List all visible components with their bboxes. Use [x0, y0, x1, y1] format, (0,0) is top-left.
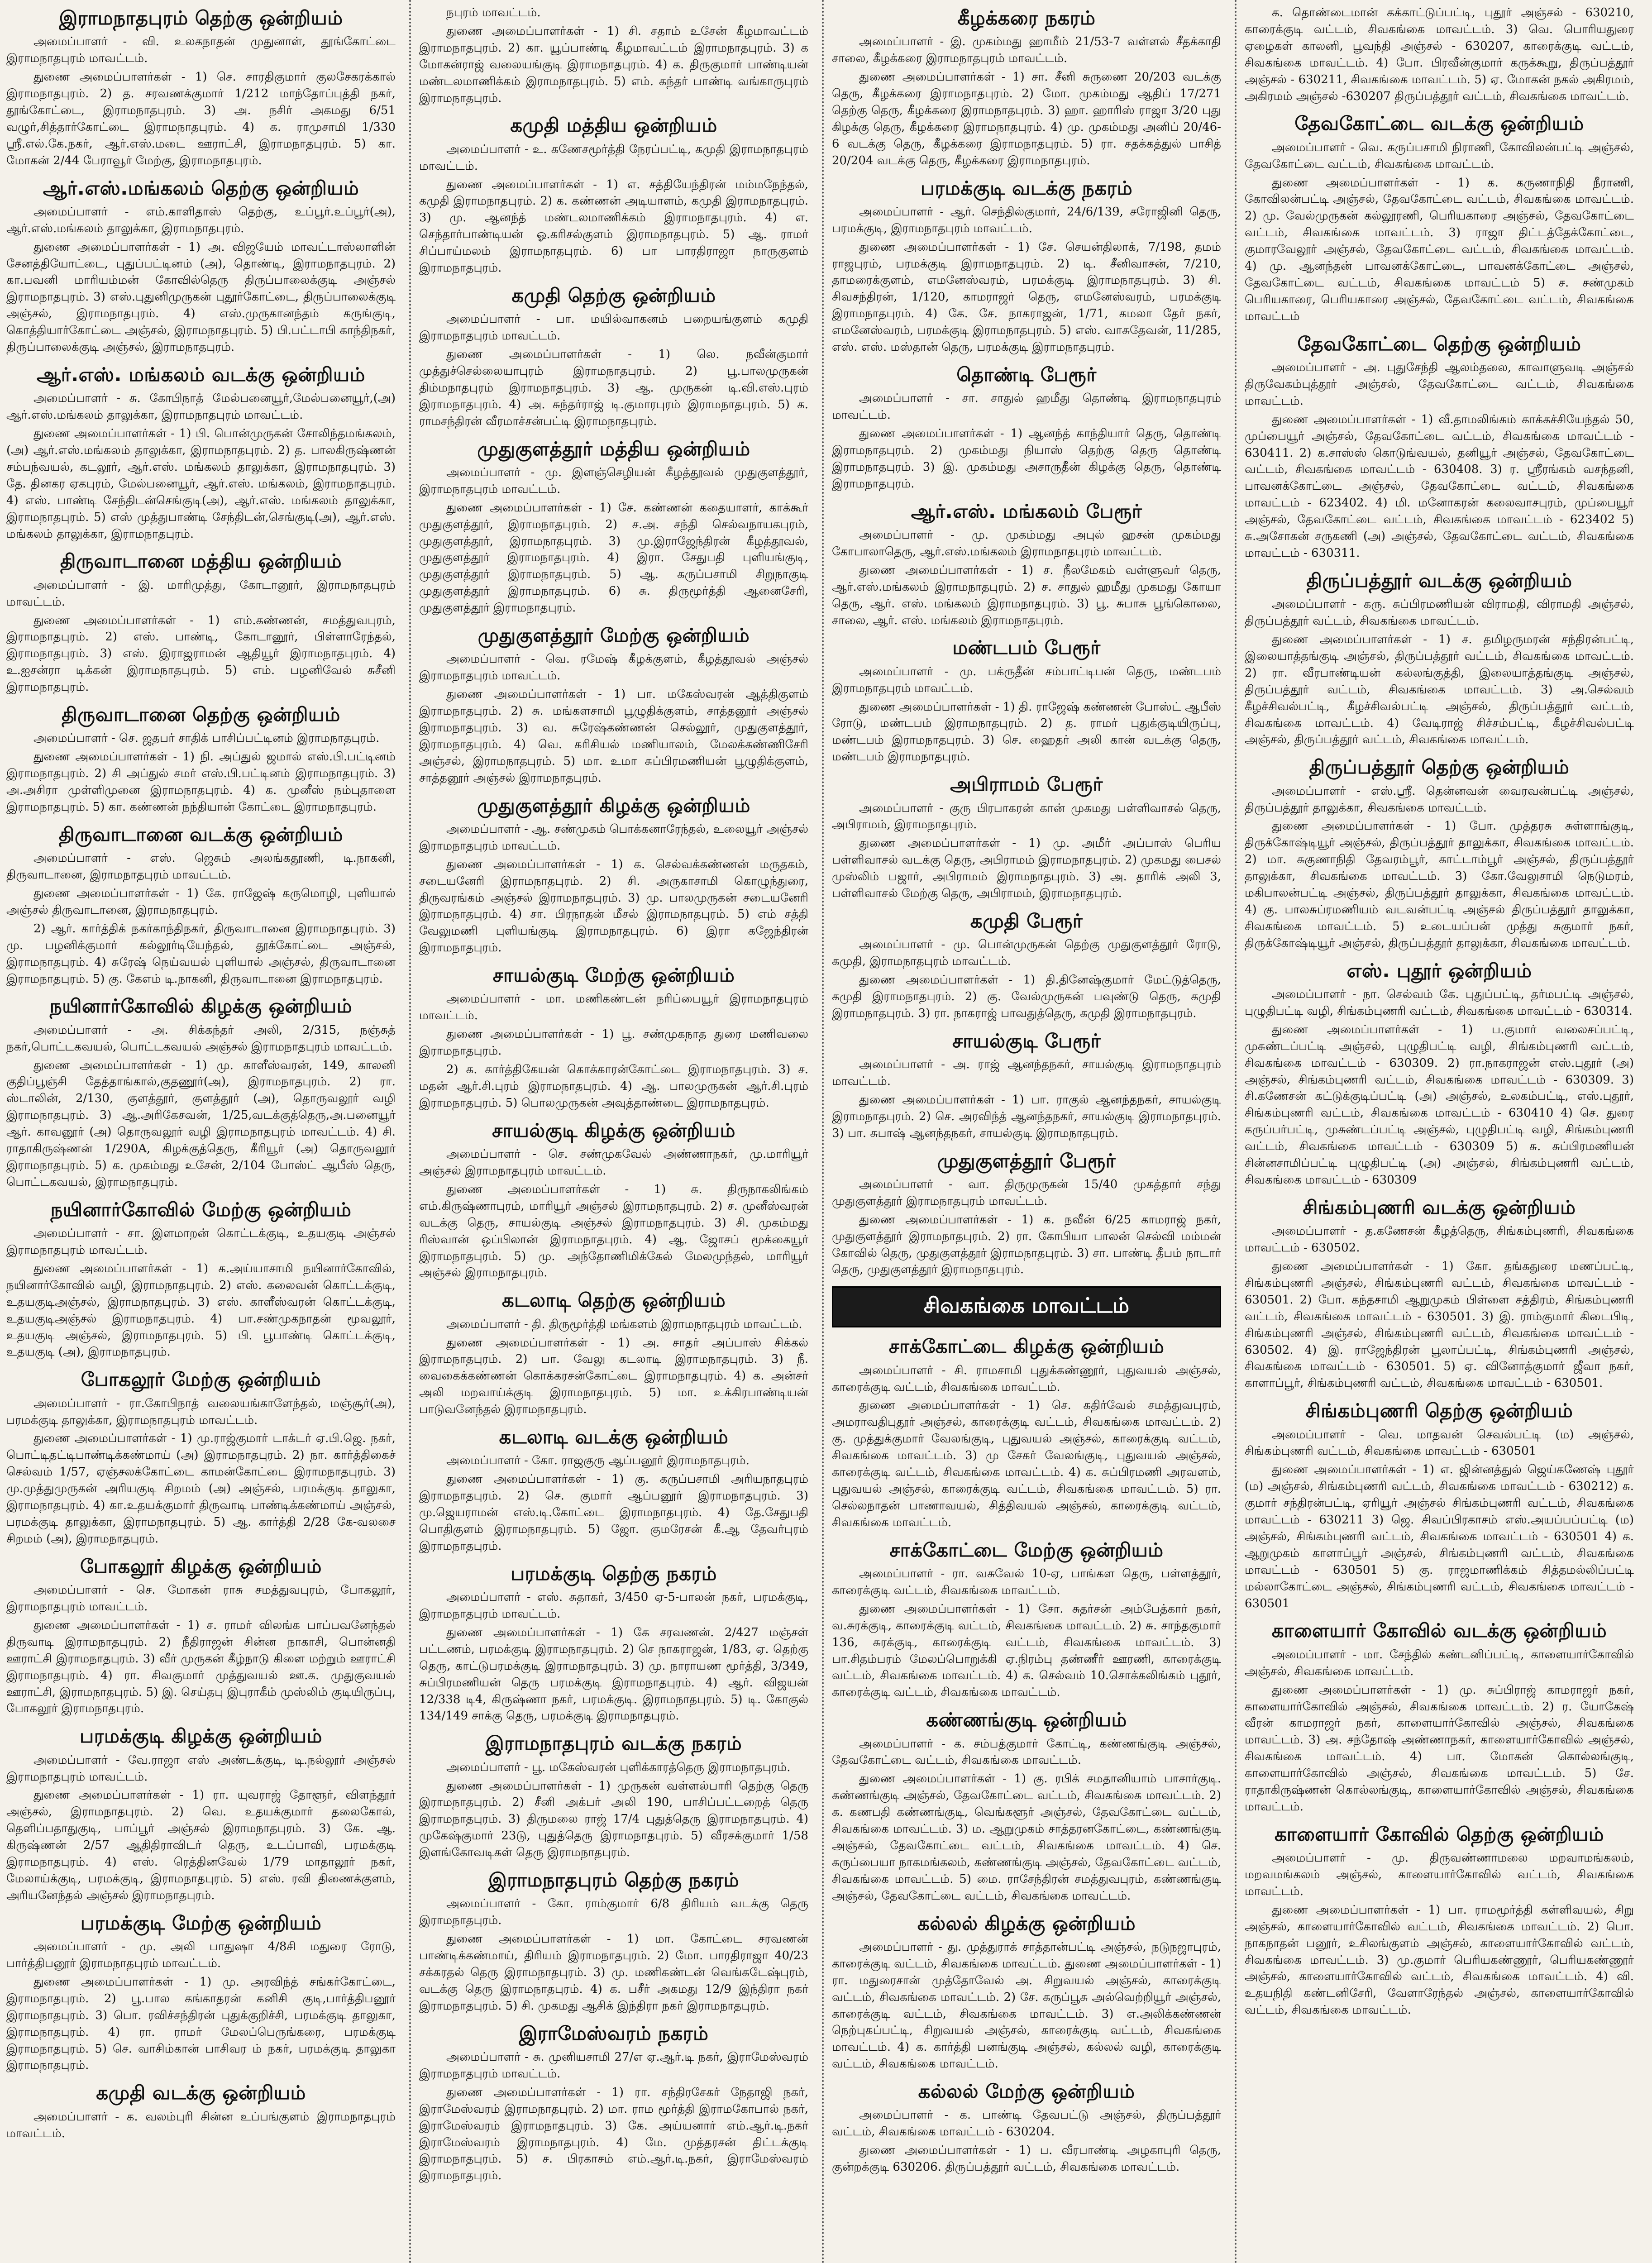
section-heading: காளையார் கோவில் வடக்கு ஒன்றியம்	[1271, 1619, 1607, 1642]
organiser-entry: அமைப்பாளர் - வெ. கருப்பசாமி நிராணி, கோவிலன்பட்டி அஞ்சல், தேவகோட்டை வட்டம், சிவகங்கை மாவட்டம்.	[1245, 140, 1634, 171]
section-heading: கமுதி பேரூர்	[970, 909, 1083, 932]
deputy-organisers-entry: துணை அமைப்பாளர்கள் - 1) நி. அப்துல் ஜமால் எஸ்.பி.பட்டினம் இராமநாதபுரம். 2) சி அப்துல் சமர் எஸ்.பி.பட்டினம் இராமநாதபுரம். 3) அ.அசிரா முள்ளிமுனை இராமநாதபுரம். 4) க. முனீஸ் நம்புதாளை இராமநாதபுரம். 5) கா. கண்ணன் நந்தியான் கோட்டை இராமநாதபுரம்.	[6, 750, 396, 814]
organiser-entry: அமைப்பாளர் - க. வலம்புரி சின்ன உப்பங்குளம் இராமநாதபுரம் மாவட்டம்.	[6, 2110, 396, 2140]
deputy-organisers-entry: துணை அமைப்பாளர்கள் - 1) கு. கருப்பசாமி அரியநாதபுரம் இராமநாதபுரம். 2) செ. குமார் ஆப்பனூர் இராமநாதபுரம். 3) மு.ஜெயராமன் எஸ்.டி.கோட்டை இராமநாதபுரம். 4) தே.சேதுபதி பொதிகுளம் இராமநாதபுரம். 5) ஜோ. குமரேசன் கீ.ஆ தேவர்புரம் இராமநாதபுரம்.	[419, 1472, 808, 1553]
organiser-entry: அமைப்பாளர் - சா. இளமாறன் கொட்டக்குடி, உதயகுடி அஞ்சல் இராமநாதபுரம் மாவட்டம்.	[6, 1227, 396, 1257]
district-banner: சிவகங்கை மாவட்டம்	[832, 1286, 1221, 1327]
organiser-entry: அமைப்பாளர் - உ. கணேசமூர்த்தி நேரப்பட்டி, கமுதி இராமநாதபுரம் மாவட்டம்.	[419, 142, 808, 173]
deputy-organisers-entry: துணை அமைப்பாளர்கள் - 1) பா. ராகுல் ஆனந்தநகர், சாயல்குடி இராமநாதபுரம். 2) செ. அரவிந்த் ஆனந்தநகர், சாயல்குடி இராமநாதபுரம். 3) பா. சுபாஷ் ஆனந்தநகர், சாயல்குடி இராமநாதபுரம்.	[832, 1093, 1221, 1140]
section-heading: பரமக்குடி தெற்கு நகரம்	[511, 1562, 717, 1585]
organiser-entry: அமைப்பாளர் - எஸ். ஜெசும் அலங்கதூணி, டி.நாகனி, திருவாடானை, இராமநாதபுரம் மாவட்டம்.	[6, 851, 396, 882]
union-section	[419, 1120, 808, 1282]
organiser-entry: அமைப்பாளர் - மு. திருவண்ணாமலை மறவாமங்கலம், மறவமங்கலம் அஞ்சல், காளையார்கோவில் வட்டம், சிவகங்கை மாவட்டம்.	[1245, 1851, 1634, 1898]
organiser-entry: அமைப்பாளர் - மு. பொன்முருகன் தெற்கு முதுகுளத்தூர் ரோடு, கமுதி, இராமநாதபுரம் மாவட்டம்.	[832, 938, 1221, 969]
section-heading: சிங்கம்புணரி வடக்கு ஒன்றியம்	[1303, 1196, 1576, 1218]
organiser-entry: அமைப்பாளர் - த.கணேசன் கீழத்தெரு, சிங்கம்புணரி, சிவகங்கை மாவட்டம் - 630502.	[1245, 1224, 1634, 1255]
organiser-entry: அமைப்பாளர் - ஆர். செந்தில்குமார், 24/6/139, சரோஜினி தெரு, பரமக்குடி, இராமநாதபுரம் மாவட்டம்.	[832, 205, 1221, 235]
union-section	[832, 1539, 1221, 1701]
organiser-entry: அமைப்பாளர் - வெ. மாதவன் செவல்பட்டி (ம) அஞ்சல், சிங்கம்புணரி வட்டம், சிவகங்கை மாவட்டம் - 630501	[1245, 1428, 1634, 1458]
deputy-organisers-entry: துணை அமைப்பாளர்கள் - 1) கோ. தங்கதுரை மணப்பட்டி, சிங்கம்புணரி அஞ்சல், சிங்கம்புணரி வட்டம், சிவகங்கை மாவட்டம் - 630501. 2) போ. கந்தசாமி ஆறுமுகம் பிள்ளை சத்திரம், சிங்கம்புணரி வட்டம், சிவகங்கை மாவட்டம் - 630501. 3) இ. ராம்குமார் கிடைபிடி, சிங்கம்புணரி அஞ்சல், சிங்கம்புணரி வட்டம், சிவகங்கை மாவட்டம் - 630502. 4) இ. ராஜேந்திரன் பூலாப்பட்டி, சிங்கம்புணரி அஞ்சல், சிவகங்கை மாவட்டம் - 630501. 5) ஏ. வினோத்குமார் ஜீவா நகர், காளாப்பூர், சிங்கம்புணரி வட்டம், சிவகங்கை மாவட்டம் - 630501.	[1245, 1259, 1634, 1390]
union-section	[6, 1556, 396, 1718]
deputy-organisers-entry: துணை அமைப்பாளர்கள் - 1) ச. தமிழருமரன் சந்திரன்பட்டி, இலையாத்தங்குடி அஞ்சல், திருப்பத்தூர் வட்டம், சிவகங்கை மாவட்டம். 2) ரா. வீரபாண்டியன் கல்லங்குத்தி, இலையாத்தங்குடி அஞ்சல், திருப்பத்தூர் வட்டம், சிவகங்கை மாவட்டம். 3) அ.செல்வம் கீழச்சிவல்பட்டி, கீழச்சிவல்பட்டி அஞ்சல், திருப்பத்தூர் வட்டம், சிவகங்கை மாவட்டம். 4) வேடிராஜ் சிச்சம்பட்டி, கீழச்சிவல்பட்டி அஞ்சல், திருப்பத்தூர் வட்டம், சிவகங்கை மாவட்டம்.	[1245, 632, 1634, 747]
union-section	[419, 1426, 808, 1555]
organiser-entry: அமைப்பாளர் - பா. மயில்வாகனம் பறையங்குளம் கமுதி இராமநாதபுரம் மாவட்டம்.	[419, 312, 808, 343]
deputy-organisers-entry: துணை அமைப்பாளர்கள் - 1) சி. சதாம் உசேன் கீழமாவட்டம் இராமநாதபுரம். 2) கா. யூப்பாண்டி கீழமாவட்டம் இராமநாதபுரம். 3) க மோகன்ராஜ் வலையங்குடி இராமநாதபுரம். 4) க. திருகுமார் பாண்டியன் மண்டலமாணிக்கம் இராமநாதபுரம். 5) எம். கந்தர் பாண்டி வங்காருபுரம் இராமநாதபுரம்.	[419, 24, 808, 105]
organiser-entry: அமைப்பாளர் - இ. முகம்மது ஹாமீம் 21/53-7 வள்ளல் சீதக்காதி சாலை, கீழக்கரை இராமநாதபுரம் மாவட்டம்.	[832, 35, 1221, 66]
column-divider	[1235, 0, 1237, 2263]
organiser-entry: அமைப்பாளர் - கரு. சுப்பிரமணியன் விராமதி, விராமதி அஞ்சல், திருப்பத்தூர் வட்டம், சிவகங்கை மாவட்டம்.	[1245, 597, 1634, 628]
deputy-organisers-entry: துணை அமைப்பாளர்கள் - 1) ச. நீலமேகம் வள்ளுவர் தெரு, ஆர்.எஸ்.மங்கலம் இராமநாதபுரம். 2) ச. சாதுல் ஹமீது முகமது கோயா தெரு, ஆர். எஸ். மங்கலம் இராமநாதபுரம். 3) பூ. சுபாசு பூங்கொலை, சாலை, ஆர். எஸ். மங்கலம் இராமநாதபுரம்.	[832, 563, 1221, 627]
organiser-entry: அமைப்பாளர் - வெ. ரமேஷ் கீழக்குளம், கீழத்தூவல் அஞ்சல் இராமநாதபுரம் மாவட்டம்.	[419, 652, 808, 683]
deputy-organisers-entry: துணை அமைப்பாளர்கள் - 1) முருகன் வள்ளல்பாரி தெற்கு தெரு இராமநாதபுரம். 2) சீனி அக்பர் அலி 190, பாசிப்பட்டறைத் தெரு இராமநாதபுரம். 3) திருமலை ராஜ் 17/4 புதுத்தெரு இராமநாதபுரம். 4) முகேஷ்குமார் 23டு, புதுத்தெரு இராமநாதபுரம். 5) வீரசக்குமார் 1/58 இளங்கோவடிகள் தெரு இராமநாதபுரம்.	[419, 1779, 808, 1860]
section-heading: திருவாடானை தெற்கு ஒன்றியம்	[62, 703, 340, 726]
section-heading: கீழக்கரை நகரம்	[957, 7, 1096, 29]
organiser-entry: அமைப்பாளர் - வி. உலகநாதன் முதுனாள், தூங்கோட்டை இராமநாதபுரம் மாவட்டம்.	[6, 35, 396, 66]
deputy-organisers-entry: துணை அமைப்பாளர்கள் - 1) சோ. சுதர்சன் அம்பேத்கார் நகர், வ.சுரக்குடி, காரைக்குடி வட்டம், சிவகங்கை மாவட்டம். 2) சு. சாந்தகுமார் 136, சுரக்குடி, காரைக்குடி வட்டம், சிவகங்கை மாவட்டம். 3) பா.சிதம்பரம் மேலப்பொறுக்கி ஏ.நிரம்பு தண்ணீர் ஊரணி, காரைக்குடி வட்டம், சிவகங்கை மாவட்டம். 4) க. செல்வம் 10.சொக்கலிங்கம் புதூர், காரைக்குடி வட்டம், சிவகங்கை மாவட்டம்.	[832, 1602, 1221, 1700]
organiser-entry: அமைப்பாளர் - எஸ்.ஸ்ரீ. தென்னவன் வைரவன்பட்டி அஞ்சல், திருப்பத்தூர் தாலுக்கா, சிவகங்கை மாவட்டம்.	[1245, 784, 1634, 815]
union-section	[832, 2081, 1221, 2176]
organiser-entry: அமைப்பாளர் - மு. முகம்மது அபுல் ஹசன் முகம்மது கோபாலாதெரு, ஆர்.எஸ்.மங்கலம் இராமநாதபுரம் மாவட்டம்.	[832, 528, 1221, 559]
union-section	[6, 1199, 396, 1361]
deputy-organisers-entry: துணை அமைப்பாளர்கள் - 1) க. கருணாநிதி நீராணி, கோவிலன்பட்டி அஞ்சல், தேவகோட்டை வட்டம், சிவகங்கை மாவட்டம். 2) மு. வேல்முருகன் கல்லூரணி, பெரியகாரை அஞ்சல், தேவகோட்டை வட்டம், சிவகங்கை மாவட்டம். 3) ராஜா திட்டத்தேக்கோட்டை, குமாரவேலூர் அஞ்சல், தேவகோட்டை வட்டம், சிவகங்கை மாவட்டம். 4) மு. ஆனந்தன் பாவனக்கோட்டை, பாவனக்கோட்டை அஞ்சல், தேவகோட்டை வட்டம், சிவகங்கை மாவட்டம் 5) ச. சண்முகம் பெரியகாரை, பெரியகாரை அஞ்சல், தேவகோட்டை வட்டம், சிவகங்கை மாவட்டம்	[1245, 176, 1634, 323]
union-section	[832, 364, 1221, 492]
deputy-organisers-entry: துணை அமைப்பாளர்கள் - 1) பி. பொன்முருகன் சோலிந்தமங்கலம், (அ) ஆர்.எஸ்.மங்கலம் தாலுக்கா, இராமநாதபுரம். 2) த. பாலகிருஷ்ணன் சம்பந்வயல், கடலூர், ஆர்.எஸ். மங்கலம் தாலுக்கா, இராமநாதபுரம். 3) தே. தினகர ஏகபுரம், மேல்பனையூர், ஆர்.எஸ். மங்கலம், இராமநாதபுரம். 4) எஸ். பாண்டி சேந்திடன்செங்குடி(அ), ஆர்.எஸ். மங்கலம் தாலுக்கா, இராமநாதபுரம். 5) எஸ் முத்துபாண்டி சேந்திடன்,செங்குடி(அ), ஆர்.எஸ். மங்கலம் தாலுக்கா, இராமநாதபுரம்.	[6, 427, 396, 541]
deputy-organisers-entry: துணை அமைப்பாளர்கள் - 1) க.அய்யாசாமி நயினார்கோவில், நயினார்கோவில் வழி, இராமநாதபுரம். 2) எஸ். கலைவன் கொட்டக்குடி, உதயகுடிஅஞ்சல், இராமநாதபுரம். 3) எஸ். காளீஸ்வரன் கொட்டக்குடி, உதயகுடிஅஞ்சல் இராமநாதபுரம். 4) பா.சண்முகநாதன் மூவலூர், உதயகுடி அஞ்சல், இராமநாதபுரம். 5) பி. பூபாண்டி கொட்டக்குடி, உதயகுடி (அ), இராமநாதபுரம்.	[6, 1261, 396, 1359]
deputy-organisers-entry: துணை அமைப்பாளர்கள் - 1) சு. திருநாகலிங்கம் எம்.கிருஷ்ணாபுரம், மாரியூர் அஞ்சல் இராமநாதபுரம். 2) ச. முனீஸ்வரன் வடக்கு தெரு, சாயல்குடி அஞ்சல் இராமநாதபுரம். 3) சி. முகம்மது ரிஸ்வான் ஒப்பிலான் இராமநாதபுரம். 4) ஆ. ஜோசப் மூக்கையூர் இராமநாதபுரம். 5) மு. அந்தோணிமிக்கேல் மேலமுந்தல், மாரியூர் அஞ்சல் இராமநாதபுரம்.	[419, 1182, 808, 1280]
organiser-entry: அமைப்பாளர் - வா. திருமுருகன் 15/40 முகத்தார் சந்து முதுகுளத்தூர் இராமநாதபுரம் மாவட்டம்.	[832, 1177, 1221, 1208]
organiser-entry: அமைப்பாளர் - பூ. மகேஸ்வரன் புளிக்காரத்தெரு இராமநாதபுரம்.	[446, 1760, 791, 1774]
section-heading: முதுகுளத்தூர் பேரூர்	[937, 1149, 1116, 1172]
organiser-entry: அமைப்பாளர் - மா. சேந்தில் கண்டனிப்பட்டி, காளையார்கோவில் அஞ்சல், சிவகங்கை மாவட்டம்.	[1245, 1647, 1634, 1678]
union-section	[832, 177, 1221, 356]
section-heading: காளையார் கோவில் தெற்கு ஒன்றியம்	[1274, 1823, 1604, 1845]
union-section	[6, 704, 396, 816]
deputy-organisers-entry: துணை அமைப்பாளர்கள் - 1) கு. ரபிக் சமதானியாம் பாசார்குடி. கண்ணங்குடி அஞ்சல், தேவகோட்டை வட்டம், சிவகங்கை மாவட்டம். 2) க. கணபதி கண்ணங்குடி, வெங்களூர் அஞ்சல், தேவகோட்டை வட்டம், சிவகங்கை மாவட்டம். 3) ம. ஆறுமுகம் சாத்தரனகோட்டை, கண்ணங்குடி அஞ்சல், தேவகோட்டை வட்டம், சிவகங்கை மாவட்டம். 4) செ. கருப்பையா நாகமங்கலம், கண்ணங்குடி அஞ்சல், தேவகோட்டை வட்டம், சிவகங்கை மாவட்டம். 5) மை. ராசேந்திரன் சமத்துவபுரம், கண்ணங்குடி அஞ்சல், தேவகோட்டை வட்டம், சிவகங்கை மாவட்டம்.	[832, 1772, 1221, 1903]
deputy-organisers-entry: துணை அமைப்பாளர்கள் - 1) பா. மகேஸ்வரன் ஆத்திகுளம் இராமநாதபுரம். 2) சு. மங்களசாமி பூழுதிக்குளம், சாத்தனூர் அஞ்சல் இராமநாதபுரம். 3) வ. சுரேஷ்கண்ணன் செல்லூர், முதுகுளத்தூர், இராமநாதபுரம். 4) வெ. கரிசியல் மணியாலம், மேலக்கண்ணிசேரி அஞ்சல், இராமநாதபுரம். 5) மா. உமா சுப்பிரமணியன் பூழுதிக்குளம், சாத்தனூர் அஞ்சல் இராமநாதபுரம்.	[419, 687, 808, 785]
organiser-entry: அமைப்பாளர் - எம்.காளிதாஸ் தெற்கு, உப்பூர்.உப்பூர்(அ), ஆர்.எஸ்.மங்கலம் தாலுக்கா, இராமநாதபுரம்.	[6, 205, 396, 235]
organiser-entry: அமைப்பாளர் - மு. பக்ருதீன் சம்பாட்டிபன் தெரு, மண்டபம் இராமநாதபுரம் மாவட்டம்.	[832, 664, 1221, 695]
organiser-entry: அமைப்பாளர் - சா. சாதுல் ஹமீது தொண்டி இராமநாதபுரம் மாவட்டம்.	[832, 391, 1221, 422]
section-heading: மண்டபம் பேரூர்	[952, 636, 1101, 659]
union-section	[6, 7, 396, 169]
organiser-entry: அமைப்பாளர் - ரா.கோபிநாத் வலையங்காளேந்தல், மஞ்சூர்(அ), பரமக்குடி தாலுக்கா, இராமநாதபுரம் மாவட்டம்.	[6, 1396, 396, 1427]
organiser-entry: அமைப்பாளர் - சி. ராமசாமி புதுக்கண்ணூர், புதுவயல் அஞ்சல், காரைக்குடி வட்டம், சிவகங்கை மாவட்டம்.	[832, 1363, 1221, 1394]
section-heading: தொண்டி பேரூர்	[956, 363, 1097, 386]
section-heading: பரமக்குடி கிழக்கு ஒன்றியம்	[80, 1725, 322, 1747]
organiser-entry: அமைப்பாளர் - அ. ராஜ் ஆனந்தநகர், சாயல்குடி இராமநாதபுரம் மாவட்டம்.	[832, 1058, 1221, 1088]
section-heading: தேவகோட்டை வடக்கு ஒன்றியம்	[1294, 112, 1584, 135]
section-heading: இராமேஸ்வரம் நகரம்	[519, 2022, 709, 2044]
deputy-organisers-entry: துணை அமைப்பாளர்கள் - 1) தி.தினேஷ்குமார் மேட்டுத்தெரு, கமுதி இராமநாதபுரம். 2) கு. வேல்முருகன் பவுண்டு தெரு, கமுதி இராமநாதபுரம். 3) ரா. நாகராஜ் பாவதுத்தெரு, கமுதி இராமநாதபுரம்.	[832, 973, 1221, 1020]
deputy-organisers-entry: துணை அமைப்பாளர்கள் - 1) எ. ஜின்னத்துல் ஜெய்கணேஷ் புதூர் (ம) அஞ்சல், சிங்கம்புணரி வட்டம், சிவகங்கை மாவட்டம் - 630212) சு. குமார் சந்திரன்பட்டி, ஏரியூர் அஞ்சல் சிங்கம்புணரி வட்டம், சிவகங்கை மாவட்டம் - 630211 3) ஜெ. சிவப்பிரகாசம் எஸ்.அயப்பப்பட்டி (ம) அஞ்சல், சிங்கம்புணரி வட்டம், சிவகங்கை மாவட்டம் - 630501 4) க. ஆறுமுகம் காளாப்பூர் அஞ்சல், சிங்கம்புணரி வட்டம், சிவகங்கை மாவட்டம் - 630501 5) கு. ராஜமாணிக்கம் சித்தமல்லிப்பட்டி மல்லாகோட்டை அஞ்சல், சிங்கம்புணரி வட்டம், சிவகங்கை மாவட்டம் - 630501	[1245, 1463, 1634, 1610]
union-section	[6, 1912, 396, 2074]
organiser-entry: க. தொண்டைமான் கக்காட்டுப்பட்டி, புதூர் அஞ்சல் - 630210, காரைக்குடி வட்டம், சிவகங்கை மாவட்டம். 3) வெ. பொரியதுரை ஏழைகள் காலனி, பூவந்தி அஞ்சல் - 630207, காரைக்குடி வட்டம், சிவகங்கை மாவட்டம். 4) போ. பிரவீன்குமார் கருக்கூறு, திருப்பத்தூர் அஞ்சல் - 630211, சிவகங்கை மாவட்டம். 5) ஏ. மோகன் நகல் அகிரமம், அகிரமம் அஞ்சல் -630207 திருப்பத்தூர் வட்டம், சிவகங்கை மாவட்டம்.	[1245, 6, 1634, 103]
section-heading: போகலூர் மேற்கு ஒன்றியம்	[81, 1368, 321, 1391]
deputy-organisers-entry: துணை அமைப்பாளர்கள் - 1) ப.குமார் வலைசப்பட்டி, முசுண்டப்பட்டி அஞ்சல், புழுதிபட்டி வழி, சிங்கம்புணரி வட்டம், சிவகங்கை மாவட்டம் - 630309. 2) ரா.நாகராஜன் எஸ்.புதூர் (அ) அஞ்சல், சிங்கம்புணரி வட்டம், சிவகங்கை மாவட்டம் - 630309. 3) சி.கணேசன் கட்டுக்குடிப்பட்டி (அ) அஞ்சல், உலகம்பட்டி, எஸ்.புதூர், சிங்கம்புணரி வட்டம், சிவகங்கை மாவட்டம் - 630410 4) செ. துரை கருப்பர்பட்டி, முசுண்டப்பட்டி அஞ்சல், புழுதிபட்டி வழி, சிங்கம்புணரி வட்டம், சிவகங்கை மாவட்டம் - 630309 5) சு. சுப்பிரமணியன் சின்னசாமிப்பட்டி புழுதிபட்டி (அ) அஞ்சல், சிங்கம்புணரி வட்டம், சிவகங்கை மாவட்டம் - 630309	[1245, 1022, 1634, 1187]
union-section	[419, 2023, 808, 2185]
union-section	[832, 1709, 1221, 1904]
union-section	[419, 285, 808, 430]
union-section	[1245, 113, 1634, 325]
deputy-organisers-entry: துணை அமைப்பாளர்கள் - 1) அ. விஜயேம் மாவட்டாஸ்லாளின் சேனத்தியோட்டை, புதுப்பட்டினம் (அ), தொண்டி, இராமநாதபுரம். 2) கா.பவனி மாரியம்மன் கோவில்தெரு திருப்பாலைக்குடி அஞ்சல் இராமநாதபுரம். 3) எஸ்.புதுனிமுருகன் புதூர்கோட்டை, திருப்பாலைக்குடி அஞ்சல், இராமநாதபுரம். 4) எஸ்.முருகானந்தம் கருங்குடி, கொத்தியார்கோட்டை அஞ்சல், இராமநாதபுரம். 5) பி.பட்டாபி காந்திநகர், திருப்பாலைக்குடி அஞ்சல், இராமநாதபுரம்.	[6, 240, 396, 354]
union-section	[6, 1369, 396, 1547]
organiser-entry: அமைப்பாளர் - மா. மணிகண்டன் நரிப்பையூர் இராமநாதபுரம் மாவட்டம்.	[419, 992, 808, 1023]
section-heading: முதுகுளத்தூர் மத்திய ஒன்றியம்	[477, 437, 750, 460]
union-section	[832, 7, 1221, 169]
deputy-organisers-entry: துணை அமைப்பாளர்கள் - 1) மு. சுப்பிராஜ் காமராஜர் நகர், காளையார்கோவில் அஞ்சல், சிவகங்கை மாவட்டம். 2) ர. யோகேஷ் வீரன் காமராஜர் நகர், காளையார்கோவில் அஞ்சல், சிவகங்கை மாவட்டம். 3) அ. சந்தோஷ் அண்ணாநகர், காளையார்கோவில் அஞ்சல், சிவகங்கை மாவட்டம். 4) பா. மோகன் கொல்லங்குடி, காளையார்கோவில் அஞ்சல், சிவகங்கை மாவட்டம். 5) சே. ராதாகிருஷ்ணன் கொல்லங்குடி, காளையார்கோவில் அஞ்சல், சிவகங்கை மாவட்டம்.	[1245, 1683, 1634, 1814]
section-heading: அபிராமம் பேரூர்	[950, 773, 1103, 796]
deputy-organisers-entry: துணை அமைப்பாளர்கள் - 1) மு.ராஜ்குமார் டாக்டர் ஏ.பி.ஜெ. நகர், பொட்டிதட்டிபாண்டிக்கண்மாய் (அ) இராமநாதபுரம். 2) நா. கார்த்திகைச் செல்வம் 1/57, ஏஞ்சலக்கோட்டை காமன்கோட்டை இராமநாதபுரம். 3) மு.முத்துமுருகன் அரியகுடி சிறமம் (அ) அஞ்சல், பரமக்குடி தாலுகா, இராமநாதபுரம். 4) கா.உதயக்குமார் திருவாடி பாண்டிக்கண்மாய் அஞ்சல், பரமக்குடி தாலுக்கா, இராமநாதபுரம். 5) ஆ. கார்த்தி 2/28 கே-வலசை சிறமம் (அ), இராமநாதபுரம்.	[6, 1432, 396, 1546]
section-heading: கல்லல் கிழக்கு ஒன்றியம்	[917, 1912, 1136, 1934]
column-divider	[409, 0, 411, 2263]
deputy-organisers-entry: துணை அமைப்பாளர்கள் - 1) போ. முத்தரசு சுள்ளாங்குடி, திருக்கோஷ்டியூர் அஞ்சல், திருப்பத்தூர் தாலுக்கா, சிவகங்கை மாவட்டம். 2) மா. சுகுணாநிதி தேவரம்பூர், காட்டாம்பூர் அஞ்சல், திருப்பத்தூர் தாலுக்கா, சிவகங்கை மாவட்டம். 3) கோ.வேலுசாமி நெடுமரம், மகிபாலன்பட்டி அஞ்சல், திருப்பத்தூர் தாலுக்கா, சிவகங்கை மாவட்டம். 4) கு. பாலசுப்ரமணியம் வடவன்பட்டி அஞ்சல் திருப்பத்தூர் தாலுக்கா, சிவகங்கை மாவட்டம். 5) உடையப்பன் முத்து சுகுமார் நகர், திருக்கோஷ்டியூர் அஞ்சல், திருப்பத்தூர் தாலுக்கா, சிவகங்கை மாவட்டம்.	[1245, 819, 1634, 950]
deputy-organisers-entry: துணை அமைப்பாளர்கள் - 1) ரா. யுவராஜ் தோளூர், விளந்தூர் அஞ்சல், இராமநாதபுரம். 2) வெ. உதயக்குமார் தலைகோல், தெளிப்பதாதுகுடி, பாப்பூர் அஞ்சல் இராமநாதபுரம். 3) கே. ஆ. கிருஷ்ணன் 2/57 ஆதிதிராவிடர் தெரு, உடப்பாவி, பரமக்குடி இராமநாதபுரம். 4) எஸ். ரெத்தினவேல் 1/79 மாதாலூர் நகர், மேலாய்க்குடி, பரமக்குடி, இராமநாதபுரம். 5) எஸ். ரவி திணைக்குளம், அரியனேந்தல் அஞ்சல் இராமநாதபுரம்.	[6, 1788, 396, 1902]
organiser-entry: அமைப்பாளர் - ரா. வசுவேல் 10-ஏ, பாங்கள தெரு, பள்ளத்தூர், காரைக்குடி வட்டம், சிவகங்கை மாவட்டம்.	[832, 1566, 1221, 1597]
column-divider	[822, 0, 824, 2263]
organiser-entry: அமைப்பாளர் - மு. இளஞ்செழியன் கீழத்தூவல் முதுகுளத்தூர், இராமநாதபுரம் மாவட்டம்.	[419, 465, 808, 496]
section-heading: நயினார்கோவில் கிழக்கு ஒன்றியம்	[49, 995, 353, 1017]
section-heading: கமுதி தெற்கு ஒன்றியம்	[511, 284, 716, 306]
section-heading: சாயல்குடி பேரூர்	[952, 1029, 1101, 1052]
organiser-entry: அமைப்பாளர் - அ. சிக்கந்தர் அலி, 2/315, நஞ்சுத் நகர்,பொட்டகவயல், பொட்டகவயல் அஞ்சல் இராமநாதபுரம் மாவட்டம்.	[6, 1023, 396, 1054]
union-section	[419, 115, 808, 277]
deputy-organisers-entry: துணை அமைப்பாளர்கள் - 1) அ. சாதர் அப்பாஸ் சிக்கல் இராமநாதபுரம். 2) பா. வேலு கடலாடி இராமநாதபுரம். 3) நீ. வைகைக்கண்ணன் கொக்கரசன்கோட்டை இராமநாதபுரம். 4) க. அன்சர் அலி மறவாய்க்குடி இராமநாதபுரம். 5) மா. உக்கிரபாண்டியன் பாடுவனேந்தல் இராமநாதபுரம்.	[419, 1336, 808, 1417]
union-section	[832, 1913, 1221, 2073]
deputy-organisers-entry: துணை அமைப்பாளர்கள் - 1) க. நவீன் 6/25 காமராஜ் நகர், முதுகுளத்தூர் இராமநாதபுரம். 2) ரா. கோபியா பாலன் செல்வி மம்மன் கோவில் தெரு, முதுகுளத்தூர் இராமநாதபுரம். 3) சா. பாண்டி தீபம் நாடார் தெரு, முதுகுளத்தூர் இராமநாதபுரம்.	[832, 1213, 1221, 1277]
section-heading: சாக்கோட்டை கிழக்கு ஒன்றியம்	[888, 1335, 1165, 1358]
deputy-organisers-entry: துணை அமைப்பாளர்கள் - 1) எம்.கண்ணன், சமத்துவபுரம், இராமநாதபுரம். 2) எஸ். பாண்டி, கோடானூர், பிள்ளாரேந்தல், இராமநாதபுரம். 3) எஸ். இராஜராமன் ஆதியூர் இராமநாதபுரம். 4) உ.ஐசன்ரா டிக்கன் இராமநாதபுரம். 5) எம். பழனிவேல் சுசீனி இராமநாதபுரம்.	[6, 613, 396, 694]
union-section	[832, 1336, 1221, 1531]
union-section	[1245, 333, 1634, 562]
organiser-entry: அமைப்பாளர் - கோ. ராம்குமார் 6/8 திரியம் வடக்கு தெரு இராமநாதபுரம்.	[419, 1897, 808, 1928]
section-heading: இராமநாதபுரம் தெற்கு ஒன்றியம்	[59, 7, 343, 29]
organiser-entry: அமைப்பாளர் - க. பாண்டி தேவபட்டு அஞ்சல், திருப்பத்தூர் வட்டம், சிவகங்கை மாவட்டம் - 630204.	[832, 2108, 1221, 2139]
deputy-organisers-entry: துணை அமைப்பாளர்கள் - 1) எ. சத்தியேந்திரன் மம்மநேந்தல், கமுதி இராமநாதபுரம். 2) க. கண்ணன் அடியாளம், கமுதி இராமநாதபுரம். 3) மு. ஆனந்த் மண்டலமாணிக்கம் இராமநாதபுரம். 4) எ. செந்தார்பாண்டியன் ஓ.கரிசல்குளம் இராமநாதபுரம். 5) ஆ. ராமர் சிப்பாய்மலம் இராமநாதபுரம். 6) பா பாரதிராஜா நாருகுளம் இராமநாதபுரம்.	[419, 177, 808, 275]
section-heading: திருவாடானை வடக்கு ஒன்றியம்	[59, 823, 343, 845]
section-heading: போகலூர் கிழக்கு ஒன்றியம்	[80, 1555, 322, 1577]
union-section	[6, 995, 396, 1190]
column-1	[0, 0, 402, 2263]
organiser-entry: அமைப்பாளர் - சு. கோபிநாத் மேல்பனையூர்,மேல்பனையூர்,(அ) ஆர்.எஸ்.மங்கலம் தாலுக்கா, இராமநாதபுரம் மாவட்டம்.	[6, 391, 396, 422]
section-heading: திருப்பத்தூர் வடக்கு ஒன்றியம்	[1306, 569, 1572, 592]
section-heading: கடலாடி வடக்கு ஒன்றியம்	[499, 1426, 729, 1448]
organiser-entry: அமைப்பாளர் - க. சம்பத்குமார் கோட்டி, கண்ணங்குடி அஞ்சல், தேவகோட்டை வட்டம், சிவகங்கை மாவட்டம்.	[832, 1737, 1221, 1767]
deputy-organisers-entry: துணை அமைப்பாளர்கள் - 1) செ. சாரதிகுமார் குலசேகரக்கால் இராமநாதபுரம். 2) த. சரவணக்குமார் 1/212 மாந்தோப்புத்தி நகர், தூங்கோட்டை, இராமநாதபுரம். 3) அ. நசிர் அகமது 6/51 வழுர்,சித்தார்கோட்டை இராமநாதபுரம். 4) க. ராமுசாமி 1/330 ஸ்ரீ.எல்.கே.நகர், ஆர்.எஸ்.மடை ஊராட்சி, இராமநாதபுரம். 5) கா. மோகன் 2/44 பேராவூர் மேற்கு, இராமநாதபுரம்.	[6, 70, 396, 167]
deputy-organisers-entry: துணை அமைப்பாளர்கள் - 1) மு. காளீஸ்வரன், 149, காலனி குதிப்பூஞ்சி தேத்தாங்கால்,குதணூர்(அ), இராமநாதபுரம். 2) ரா. ஸ்டாலின், 2/130, குளத்தூர், குளத்தூர் (அ), தொருவலூர் வழி இராமநாதபுரம். 3) ஆ.அரிகேசவன், 1/25,வடக்குத்தெரு,அ.பனையூர் ஆர். காவனூர் (அ) தொருவலூர் வழி இராமநாதபுரம் மாவட்டம். 4) சி. ராதாகிருஷ்ணன் 1/290A, கிழக்குத்தெரு, கீரியூர் (அ) தொருவலூர் இராமநாதபுரம். 5) க. முகம்மது உசேன், 2/104 போஸ்ட் ஆபீஸ் தெரு, பொட்டகவயல், இராமநாதபுரம்.	[6, 1058, 396, 1189]
organiser-entry: நபுரம் மாவட்டம்.	[446, 6, 541, 19]
organiser-entry: அமைப்பாளர் - செ. மோகன் ராசு சமத்துவபுரம், போகலூர், இராமநாதபுரம் மாவட்டம்.	[6, 1583, 396, 1614]
organiser-entry: அமைப்பாளர் - நா. செல்வம் கே. புதுப்பட்டி, தர்மபட்டி அஞ்சல், புழுதிபட்டி வழி, சிங்கம்புணரி வட்டம், சிவகங்கை மாவட்டம் - 630314.	[1245, 987, 1634, 1018]
section-heading: கமுதி வடக்கு ஒன்றியம்	[96, 2082, 306, 2104]
organiser-entry: அமைப்பாளர் - து. முத்துராக் சாத்தான்பட்டி அஞ்சல், நடுநஜாபுரம், காரைக்குடி வட்டம், சிவகங்கை மாவட்டம். துணை அமைப்பாளர்கள் - 1) ரா. மதுரைசான் முத்தோவேல் அ. சிறுவயல் அஞ்சல், காரைக்குடி வட்டம், சிவகங்கை மாவட்டம். 2) சே. கருப்பூசு அல்வெற்றியூர் அஞ்சல், காரைக்குடி வட்டம், சிவகங்கை மாவட்டம். 3) எ.அலிக்கண்ணன் நெற்புகப்பட்டி, சிறுவயல் அஞ்சல், காரைக்குடி வட்டம், சிவகங்கை மாவட்டம். 4) க. கார்த்தி பனங்குடி அஞ்சல், கல்லல் வழி, காரைக்குடி வட்டம், சிவகங்கை மாவட்டம்.	[832, 1940, 1221, 2071]
organiser-entry: அமைப்பாளர் - வே.ராஜா எஸ் அண்டக்குடி, டி.நல்லூர் அஞ்சல் இராமநாதபுரம் மாவட்டம்.	[6, 1753, 396, 1784]
deputy-organisers-entry: துணை அமைப்பாளர்கள் - 1) க. செல்வக்கண்ணன் மருதகம், சடையனேரி இராமநாதபுரம். 2) சி. அருகாசாமி கொழுந்துரை, திருவரங்கம் அஞ்சல் இராமநாதபுரம். 3) மு. பாலமுருகன் சடையனேரி இராமநாதபுரம். 4) சா. பிரநாதன் மீசல் இராமநாதபுரம். 5) எம் சத்தி வேலுமணி புளியங்குடி இராமநாதபுரம். 6) இரா கஜேந்திரன் இராமநாதபுரம்.	[419, 857, 808, 955]
section-heading: தேவகோட்டை தெற்கு ஒன்றியம்	[1297, 332, 1581, 355]
union-section	[1245, 756, 1634, 951]
column-2	[413, 0, 815, 2263]
organiser-entry: அமைப்பாளர் - செ. ஜதபர் சாதிக் பாசிப்பட்டினம் இராமநாதபுரம்.	[33, 731, 380, 745]
organiser-entry: அமைப்பாளர் - தி. திருமூர்த்தி மங்களம் இராமநாதபுரம் மாவட்டம்.	[446, 1317, 802, 1331]
column-3	[826, 0, 1227, 2263]
union-section	[419, 625, 808, 787]
organiser-entry: அமைப்பாளர் - கோ. ராஜகுரு ஆப்பனூர் இராமநாதபுரம்.	[446, 1454, 750, 1468]
union-section	[419, 438, 808, 616]
union-section	[1245, 1824, 1634, 2019]
section-heading: ஆர்.எஸ். மங்கலம் பேரூர்	[911, 500, 1142, 522]
union-section	[1245, 1620, 1634, 1815]
section-heading: நயினார்கோவில் மேற்கு ஒன்றியம்	[50, 1198, 352, 1221]
section-heading: எஸ். புதூர் ஒன்றியம்	[1346, 959, 1532, 982]
union-section	[6, 2082, 396, 2142]
section-heading: சாயல்குடி கிழக்கு ஒன்றியம்	[492, 1119, 735, 1141]
section-heading: கடலாடி தெற்கு ஒன்றியம்	[501, 1289, 726, 1312]
section-heading: சிங்கம்புணரி தெற்கு ஒன்றியம்	[1305, 1399, 1573, 1422]
deputy-organisers-entry: 2) ஆர். கார்த்திக் நகர்காந்திநகர், திருவாடானை இராமநாதபுரம். 3) மு. பழனிக்குமார் கல்லூர்டியேந்தல், தூக்கோட்டை அஞ்சல், இராமநாதபுரம். 4) சுரேஷ் நெய்வயல் புளியால் அஞ்சல், திருவாடானை இராமநாதபுரம். 5) கு. கேஎம் டி.நாகனி, திருவாடானை இராமநாதபுரம்.	[6, 921, 396, 986]
deputy-organisers-entry: துணை அமைப்பாளர்கள் - 1) பூ. சண்முகநாத துரை மணிவலை இராமநாதபுரம்.	[419, 1027, 808, 1058]
union-section	[1245, 960, 1634, 1189]
deputy-organisers-entry: துணை அமைப்பாளர்கள் - 1) சே. செயன்திலாக், 7/198, தமம் ராஜபுரம், பரமக்குடி இராமநாதபுரம். 2) டி. சீனிவாசன், 7/210, தாமரைக்குளம், எமனேஸ்வரம், பரமக்குடி இராமநாதபுரம். 3) சி. சிவசந்திரன், 1/120, காமராஜர் தெரு, எமனேஸ்வரம், பரமக்குடி இராமநாதபுரம். 4) கே. சே. நாகராஜன், 1/71, கமலா தேர் நகர், எமனேஸ்வரம், பரமக்குடி இராமநாதபுரம். 5) எஸ். வாசுதேவன், 11/285, எஸ். எஸ். மஸ்தான் தெரு, பரமக்குடி இராமநாதபுரம்.	[832, 240, 1221, 354]
union-section	[419, 1289, 808, 1418]
deputy-organisers-entry: துணை அமைப்பாளர்கள் - 1) லெ. நவீன்குமார் முத்துச்செல்லையாபுரம் இராமநாதபுரம். 2) பூ.பாலமுருகன் திம்மநாதபுரம் இராமநாதபுரம். 3) ஆ. முருகன் டி.வி.எஸ்.புரம் இராமநாதபுரம். 4) அ. சுந்தர்ராஜ் டி.குமாரபுரம் இராமநாதபுரம். 5) க. ராமசந்திரன் வீரமாச்சன்பட்டி இராமநாதபுரம்.	[419, 348, 808, 428]
section-heading: இராமநாதபுரம் வடக்கு நகரம்	[485, 1732, 742, 1755]
deputy-organisers-entry: துணை அமைப்பாளர்கள் - 1) ச. ராமர் விலங்க பாப்பவனேந்தல் திருவாடி இராமநாதபுரம். 2) நீதிராஜன் சின்ன நாகாசி, பொன்னதி ஊராட்சி இராமநாதபுரம். 3) வீர் முருகன் கீழ்நாடு கிளை மற்றும் ஊராட்சி இராமநாதபுரம். 4) ரா. சிவகுமார் முத்துவயல் ஊ.க. முதுகுவயல் ஊராட்சி, இராமநாதபுரம். 5) இ. செய்தபு இபுராகீம் முஸ்லிம் குடியிருப்பு, போகலூர் இராமநாதபுரம்.	[6, 1618, 396, 1716]
union-section	[419, 5, 808, 106]
union-section	[6, 177, 396, 356]
union-section	[419, 1869, 808, 2015]
union-section	[832, 773, 1221, 902]
deputy-organisers-entry: துணை அமைப்பாளர்கள் - 1) மு. அரவிந்த் சங்கர்கோட்டை, இராமநாதபுரம். 2) பூ.பால கங்காதரன் கனிசி குடி,பார்த்திபனூர் இராமநாதபுரம். 3) பொ. ரவிச்சந்திரன் புதுக்குறிச்சி, பரமக்குடி தாலுகா, இராமநாதபுரம். 4) ரா. ராமர் மேலப்பெருங்கரை, பரமக்குடி இராமநாதபுரம். 5) செ. வாசிம்கான் பாசிவர ம் நகர், பரமக்குடி தாலுகா இராமநாதபுரம்.	[6, 1975, 396, 2072]
union-section	[6, 1725, 396, 1904]
organiser-entry: அமைப்பாளர் - சு. முனியசாமி 27/எ ஏ.ஆர்.டி நகர், இராமேஸ்வரம் இராமநாதபுரம் மாவட்டம்.	[419, 2050, 808, 2081]
deputy-organisers-entry: துணை அமைப்பாளர்கள் - 1) ரா. சந்திரசேகர் நேதாஜி நகர், இராமேஸ்வரம் இராமநாதபுரம். 2) மா. ராம மூர்த்தி இராமகோபால் நகர், இராமேஸ்வரம் இராமநாதபுரம். 3) கே. அய்யனார் எம்.ஆர்.டி.நகர் இராமேஸ்வரம் இராமநாதபுரம். 4) மே. முத்தரசன் திட்டக்குடி இராமநாதபுரம். 5) ச. பிரகாசம் எம்.ஆர்.டி.நகர், இராமேஸ்வரம் இராமநாதபுரம்.	[419, 2085, 808, 2183]
organiser-entry: அமைப்பாளர் - ஆ. சண்முகம் பொக்கனாரேந்தல், உலையூர் அஞ்சல் இராமநாதபுரம் மாவட்டம்.	[419, 822, 808, 853]
union-section	[1245, 570, 1634, 748]
deputy-organisers-entry: துணை அமைப்பாளர்கள் - 1) செ. கதிர்வேல் சமத்துவபுரம், அமராவதிபுதூர் அஞ்சல், காரைக்குடி வட்டம், சிவகங்கை மாவட்டம். 2) கு. முத்துக்குமார் வேலங்குடி, புதுவயல் அஞ்சல், காரைக்குடி வட்டம், சிவகங்கை மாவட்டம். 3) மு சேகர் வேலங்குடி, புதுவயல் அஞ்சல், காரைக்குடி வட்டம், சிவகங்கை மாவட்டம். 4) க. சுப்பிரமணி அரவளம், புதுவயல் அஞ்சல், காரைக்குடி வட்டம், சிவகங்கை மாவட்டம். 5) ரா. செல்லநாதன் பாணாவயல், சித்திவயல் அஞ்சல், காரைக்குடி வட்டம், சிவகங்கை மாவட்டம்.	[832, 1399, 1221, 1529]
union-section	[1245, 5, 1634, 105]
union-section	[419, 964, 808, 1112]
union-section	[832, 501, 1221, 629]
section-heading: இராமநாதபுரம் தெற்கு நகரம்	[488, 1869, 740, 1891]
section-heading: பரமக்குடி வடக்கு நகரம்	[920, 177, 1133, 199]
union-section	[1245, 1197, 1634, 1392]
union-section	[1245, 1400, 1634, 1612]
organiser-entry: அமைப்பாளர் - செ. சண்முகவேல் அண்ணாநகர், மு.மாரியூர் அஞ்சல் இராமநாதபுரம் மாவட்டம்.	[419, 1147, 808, 1178]
deputy-organisers-entry: துணை அமைப்பாளர்கள் - 1) தி. ராஜேஷ் கண்ணன் போஸ்ட் ஆபீஸ் ரோடு, மண்டபம் இராமநாதபுரம். 2) த. ராமர் புதுக்குடியிருப்பு, மண்டபம் இராமநாதபுரம். 3) செ. ஹைதர் அலி கான் வடக்கு தெரு, மண்டபம் இராமநாதபுரம்.	[832, 700, 1221, 764]
deputy-organisers-entry: துணை அமைப்பாளர்கள் - 1) பா. ராமமூர்த்தி கள்ளிவயல், சிறு அஞ்சல், காளையார்கோவில் வட்டம், சிவகங்கை மாவட்டம். 2) பொ. நாகநாதன் பனூர், உசிலங்குளம் அஞ்சல், காளையார்கோவில் வட்டம், சிவகங்கை மாவட்டம். 3) மு.குமார் பெரியகண்ணூர், பெரியகண்ணூர் அஞ்சல், காளையார்கோவில் வட்டம், சிவகங்கை மாவட்டம். 4) வி. உதயநிதி கண்டனிசேரி, வேளாரேந்தல் அஞ்சல், காளையார்கோவில் வட்டம், சிவகங்கை மாவட்டம்.	[1245, 1903, 1634, 2017]
organiser-entry: அமைப்பாளர் - அ. புதுசேந்தி ஆலம்தலை, காவாளுவடி அஞ்சல் திருவேகம்புத்தூர் அஞ்சல், தேவகோட்டை வட்டம், சிவகங்கை மாவட்டம்.	[1245, 361, 1634, 408]
section-heading: கல்லல் மேற்கு ஒன்றியம்	[918, 2080, 1135, 2103]
union-section	[832, 1150, 1221, 1279]
organiser-entry: அமைப்பாளர் - எஸ். சுதாகர், 3/450 ஏ-5-பாலன் நகர், பரமக்குடி, இராமநாதபுரம் மாவட்டம்.	[419, 1590, 808, 1621]
section-heading: பரமக்குடி மேற்கு ஒன்றியம்	[80, 1911, 322, 1934]
section-heading: திருப்பத்தூர் தெற்கு ஒன்றியம்	[1309, 756, 1570, 778]
deputy-organisers-entry: துணை அமைப்பாளர்கள் - 1) சே. கண்ணன் கதையாளர், காக்கூர் முதுகுளத்தூர், இராமநாதபுரம். 2) ச.அ. சந்தி செல்வநாயகபுரம், முதுகுளத்தூர், இராமநாதபுரம். 3) மு.இராஜேந்திரன் கீழத்தூவல், முதுகுளத்தூர் இராமநாதபுரம். 4) இரா. சேதுபதி புளியங்குடி, முதுகுளத்தூர் இராமநாதபுரம். 5) ஆ. கருப்பசாமி சிறுநாகுடி முதுகுளத்தூர் இராமநாதபுரம். 6) சு. திருமூர்த்தி ஆனைசேரி, முதுகுளத்தூர் இராமநாதபுரம்.	[419, 501, 808, 615]
deputy-organisers-entry: துணை அமைப்பாளர்கள் - 1) கே. ராஜேஷ் கருமொழி, புளியால் அஞ்சல் திருவாடானை, இராமநாதபுரம்.	[6, 887, 396, 917]
deputy-organisers-entry: துணை அமைப்பாளர்கள் - 1) கே சரவணன். 2/427 மஞ்சள் பட்டணம், பரமக்குடி இராமநாதபுரம். 2) செ நாகராஜன், 1/83, ஏ. தெற்கு தெரு, காட்டுபரமக்குடி இராமநாதபுரம். 3) மு. நாராயண மூர்த்தி, 3/349, சுப்பிரமணியன் தெரு பரமக்குடி இராமநாதபுரம். 4) ஆர். விஜயன் 12/338 டி4, கிருஷ்ணா நகர், பரமக்குடி. இராமநாதபுரம். 5) டி. கோகுல் 134/149 சாக்கு தெரு, பரமக்குடி இராமநாதபுரம்.	[419, 1625, 808, 1723]
union-section	[832, 910, 1221, 1022]
union-section	[419, 795, 808, 957]
union-section	[419, 1563, 808, 1725]
deputy-organisers-entry: துணை அமைப்பாளர்கள் - 1) சா. சீனி சுருணை 20/203 வடக்கு தெரு, கீழக்கரை இராமநாதபுரம். 2) மோ. முகம்மது ஆதிப் 17/271 தெற்கு தெரு, கீழக்கரை இராமநாதபுரம். 3) ஹா. ஹாரிஸ் ராஜா 3/20 புது கிழக்கு தெரு, கீழக்கரை இராமநாதபுரம். 4) மு. முகம்மது அனிப் 20/46-6 வடக்கு தெரு, கீழக்கரை இராமநாதபுரம். 5) ரா. சதக்கத்துல் பாசித் 20/204 வடக்கு தெரு, கீழக்கரை இராமநாதபுரம்.	[832, 70, 1221, 167]
union-section	[6, 824, 396, 988]
union-section	[832, 1030, 1221, 1142]
organiser-entry: அமைப்பாளர் - இ. மாரிமுத்து, கோடானூர், இராமநாதபுரம் மாவட்டம்.	[6, 578, 396, 609]
section-heading: முதுகுளத்தூர் மேற்கு ஒன்றியம்	[477, 624, 750, 647]
column-4	[1238, 0, 1640, 2263]
section-heading: கண்ணங்குடி ஒன்றியம்	[926, 1709, 1127, 1731]
organiser-entry: அமைப்பாளர் - மு. அலி பாதுஷா 4/8சி மதுரை ரோடு, பார்த்திபனூர் இராமநாதபுரம் மாவட்டம்.	[6, 1940, 396, 1971]
section-heading: ஆர்.எஸ். மங்கலம் வடக்கு ஒன்றியம்	[37, 363, 365, 386]
deputy-organisers-entry: துணை அமைப்பாளர்கள் - 1) ஆனந்த் காந்தியார் தெரு, தொண்டி இராமநாதபுரம். 2) முகம்மது நியாஸ் தெற்கு தெரு தொண்டி இராமநாதபுரம். 3) இ. முகம்மது அசாருதீன் கிழக்கு தெரு, தொண்டி இராமநாதபுரம்.	[832, 427, 1221, 491]
union-section	[6, 364, 396, 542]
union-section	[6, 550, 396, 696]
deputy-organisers-entry: துணை அமைப்பாளர்கள் - 1) மா. கோட்டை சரவணன் பாண்டிக்கண்மாய், திரியம் இராமநாதபுரம். 2) மோ. பாரதிராஜா 40/23 சக்கரதல் தெரு இராமநாதபுரம். 3) மு. மணிகண்டன் வெங்கடேஷ்புரம், வடக்கு தெரு இராமநாதபுரம். 4) க. பசீர் அகமது 12/9 இந்திரா நகர் இராமநாதபுரம். 5) சி. முகமது ஆசிக் இந்திரா நகர் இராமநாதபுரம்.	[419, 1932, 808, 2013]
union-section	[419, 1733, 808, 1861]
section-heading: கமுதி மத்திய ஒன்றியம்	[510, 114, 717, 137]
deputy-organisers-entry: துணை அமைப்பாளர்கள் - 1) வீ.தாமலிங்கம் காக்கச்சியேந்தல் 50, முப்பையூர் அஞ்சல், தேவகோட்டை வட்டம், சிவகங்கை மாவட்டம் - 630411. 2) க.சாஸ்ஸ் கொடுங்வயல், தனியூர் அஞ்சல், தேவகோட்டை வட்டம், சிவகங்கை மாவட்டம் - 630408. 3) ர. ஸ்ரீரங்கம் வசந்தனி, பாவனக்கோட்டை அஞ்சல், தேவகோட்டை வட்டம், சிவகங்கை மாவட்டம் - 623402. 4) மி. மனோகரன் கலைவாசபுரம், முப்பையூர் அஞ்சல், தேவகோட்டை வட்டம், சிவகங்கை மாவட்டம் - 623402 5) சு.அசோகன் சருகணி (அ) அஞ்சல், தேவகோட்டை வட்டம், சிவகங்கை மாவட்டம் - 630311.	[1245, 412, 1634, 560]
section-heading: சாக்கோட்டை மேற்கு ஒன்றியம்	[889, 1538, 1164, 1561]
deputy-organisers-entry: துணை அமைப்பாளர்கள் - 1) ப. வீரபாண்டி அழகாபுரி தெரு, குன்றக்குடி 630206. திருப்பத்தூர் வட்டம், சிவகங்கை மாவட்டம்.	[832, 2144, 1221, 2174]
deputy-organisers-entry: 2) க. கார்த்திகேயன் கொக்காரன்கோட்டை இராமநாதபுரம். 3) ச. மதன் ஆர்.சி.புரம் இராமநாதபுரம். 4) ஆ. பாலமுருகன் ஆர்.சி.புரம் இராமநாதபுரம். 5) பொலமுருகன் அவுத்தாண்டை இராமநாதபுரம்.	[419, 1063, 808, 1110]
union-section	[832, 637, 1221, 765]
organiser-entry: அமைப்பாளர் - குரு பிரபாகரன் கான் முகமது பள்ளிவாசல் தெரு, அபிராமம், இராமநாதபுரம்.	[832, 801, 1221, 832]
section-heading: ஆர்.எஸ்.மங்கலம் தெற்கு ஒன்றியம்	[43, 177, 359, 199]
section-heading: சாயல்குடி மேற்கு ஒன்றியம்	[492, 964, 735, 987]
deputy-organisers-entry: துணை அமைப்பாளர்கள் - 1) மு. அமீர் அப்பாஸ் பெரிய பள்ளிவாசல் வடக்கு தெரு, அபிராமம் இராமநாதபுரம். 2) முகமது பைசல் முஸ்லிம் பஜார், அபிராமம் இராமநாதபுரம். 3) அ. தாரிக் அலி 3, பள்ளிவாசல் மேற்கு தெரு, அபிராமம், இராமநாதபுரம்.	[832, 836, 1221, 901]
section-heading: முதுகுளத்தூர் கிழக்கு ஒன்றியம்	[477, 794, 750, 816]
section-heading: திருவாடானை மத்திய ஒன்றியம்	[60, 550, 342, 573]
